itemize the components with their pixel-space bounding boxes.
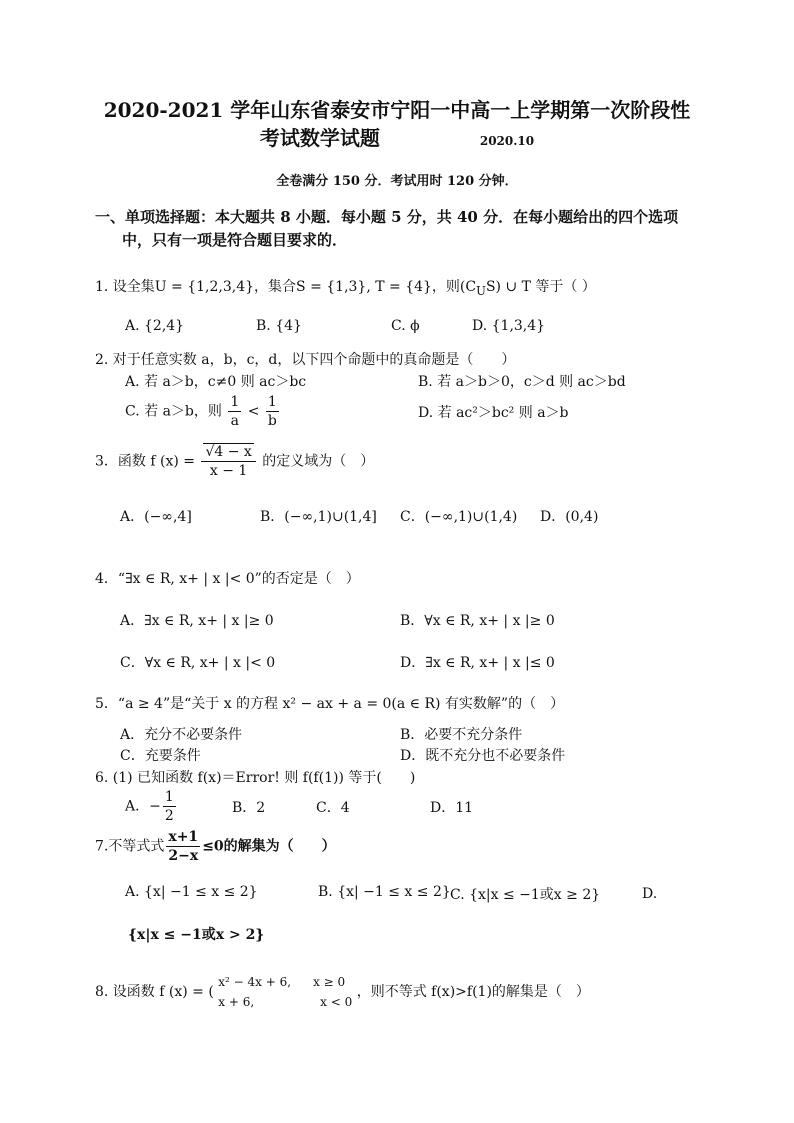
q3-denominator: x − 1 xyxy=(209,463,248,479)
q8-case-1-cond: x ≥ 0 xyxy=(313,975,346,989)
q2-less-than: < xyxy=(247,403,260,420)
q2-frac2-numerator: 1 xyxy=(267,394,277,410)
q3-option-c: C．(−∞,1)∪(1,4) xyxy=(400,509,518,525)
q7-option-c: C. {x|x ≤ −1或x ≥ 2} xyxy=(450,887,601,903)
q6-option-c: C．4 xyxy=(316,800,350,816)
q8-stem-prefix: 8. 设函数 f (x) = ( xyxy=(95,984,214,1000)
q4-option-b: B．∀x ∈ R, x+ | x |≥ 0 xyxy=(400,613,555,629)
q8-piecewise xyxy=(218,972,352,1012)
title-line-2 xyxy=(70,124,724,155)
q3-stem xyxy=(95,443,374,480)
q3-stem-suffix: 的定义域为（ ） xyxy=(262,453,375,470)
q5-stem: 5．“a ≥ 4”是“关于 x 的方程 x² − ax + a = 0(a ∈ R) 有实数解”的（ ） xyxy=(95,696,565,712)
q7-numerator: x+1 xyxy=(168,829,199,845)
q1-option-a: A. {2,4} xyxy=(125,318,185,334)
q1-option-c: C. ϕ xyxy=(391,318,420,334)
q3-sqrt: √4 − x xyxy=(205,444,252,460)
q6-option-d: D．11 xyxy=(430,800,474,816)
q7-option-d: D. xyxy=(642,886,658,902)
q6-option-a xyxy=(125,788,178,825)
q3-fraction xyxy=(201,443,255,480)
q5-option-d: D．既不充分也不必要条件 xyxy=(400,748,566,764)
q5-option-a: A．充分不必要条件 xyxy=(120,727,243,743)
q1-option-d: D. {1,3,4} xyxy=(472,318,546,334)
q7-stem-prefix: 7.不等式式 xyxy=(95,838,165,855)
q1-stem xyxy=(95,276,596,298)
q6-fraction-one-half xyxy=(163,788,176,825)
q4-option-c: C．∀x ∈ R, x+ | x |< 0 xyxy=(120,655,276,671)
q8-case-1 xyxy=(218,972,352,992)
q8-case-2-cond: x < 0 xyxy=(320,995,353,1009)
q6-denominator: 2 xyxy=(164,808,174,824)
exam-info: 全卷满分 150 分．考试用时 120 分钟． xyxy=(276,174,518,189)
q3-stem-prefix: 3．函数 f (x) = xyxy=(95,453,195,470)
q1-stem-end: S) ∪ T 等于（ ） xyxy=(485,279,596,295)
q7-stem-suffix: ≤0的解集为（ ） xyxy=(202,838,336,855)
title-line-1: 2020-2021 学年山东省泰安市宁阳一中高一上学期第一次阶段性 xyxy=(103,98,691,122)
q4-option-a: A．∃x ∈ R, x+ | x |≥ 0 xyxy=(120,613,274,629)
q2-frac2-denominator: b xyxy=(267,413,277,429)
q8-case-2-expr: x + 6, xyxy=(218,995,255,1009)
q6-stem: 6. (1) 已知函数 f(x)＝Error! 则 f(f(1)) 等于( ) xyxy=(95,770,416,786)
q2-option-c-prefix: C. 若 a＞b，则 xyxy=(125,403,222,420)
q7-option-d-value: {x|x ≤ −1或x > 2} xyxy=(128,927,265,943)
page-title xyxy=(70,96,724,155)
q8-stem-suffix: ，则不等式 f(x)>f(1)的解集是（ ） xyxy=(356,984,590,1000)
q7-option-a: A. {x| −1 ≤ x ≤ 2} xyxy=(125,884,258,900)
q6-option-a-prefix: A．− xyxy=(125,798,161,815)
q2-stem: 2. 对于任意实数 a，b，c，d，以下四个命题中的真命题是（ ） xyxy=(95,352,516,368)
q4-stem: 4．“∃x ∈ R, x+ | x |< 0”的否定是（ ） xyxy=(95,571,360,587)
q3-option-b: B．(−∞,1)∪(1,4] xyxy=(260,509,377,525)
q6-option-b: B．2 xyxy=(232,800,266,816)
q8-stem xyxy=(95,972,590,1012)
title-line-2-text: 考试数学试题 xyxy=(259,126,380,150)
q6-numerator: 1 xyxy=(164,789,174,805)
q2-fraction-1-over-a xyxy=(228,393,241,430)
q7-option-b: B. {x| −1 ≤ x ≤ 2} xyxy=(318,884,451,900)
section1-heading-line1: 一、单项选择题：本大题共 8 小题．每小题 5 分，共 40 分．在每小题给出的四个选项 xyxy=(95,208,679,226)
q2-option-d: D. 若 ac²＞bc² 则 a＞b xyxy=(418,405,569,421)
q8-case-2 xyxy=(218,992,352,1012)
q2-fraction-1-over-b xyxy=(266,393,279,430)
title-date: 2020.10 xyxy=(479,134,535,148)
q3-option-a: A．(−∞,4] xyxy=(120,509,192,525)
q5-option-c: C．充要条件 xyxy=(120,748,201,764)
q5-option-b: B．必要不充分条件 xyxy=(400,727,523,743)
q8-cases xyxy=(218,972,352,1012)
q2-option-a: A. 若 a＞b，c≠0 则 ac＞bc xyxy=(125,374,307,390)
q1-stem-sub: U xyxy=(476,283,486,298)
q7-stem xyxy=(95,828,336,865)
q2-frac1-numerator: 1 xyxy=(230,394,240,410)
q2-frac1-denominator: a xyxy=(230,413,239,429)
q1-option-b: B. {4} xyxy=(256,318,302,334)
q2-option-c xyxy=(125,393,281,430)
q1-stem-text: 1. 设全集U = {1,2,3,4}，集合S = {1,3}, T = {4}，则(C xyxy=(95,279,477,295)
section1-heading-line2: 中，只有一项是符合题目要求的． xyxy=(122,231,348,249)
q8-case-1-expr: x² − 4x + 6, xyxy=(218,975,292,989)
q7-denominator: 2−x xyxy=(168,848,199,864)
q3-numerator xyxy=(201,443,255,462)
q2-option-b: B. 若 a＞b＞0，c＞d 则 ac＞bd xyxy=(418,374,626,390)
q7-fraction xyxy=(166,828,200,865)
q3-option-d: D．(0,4) xyxy=(540,509,599,525)
q4-option-d: D．∃x ∈ R, x+ | x |≤ 0 xyxy=(400,655,555,671)
